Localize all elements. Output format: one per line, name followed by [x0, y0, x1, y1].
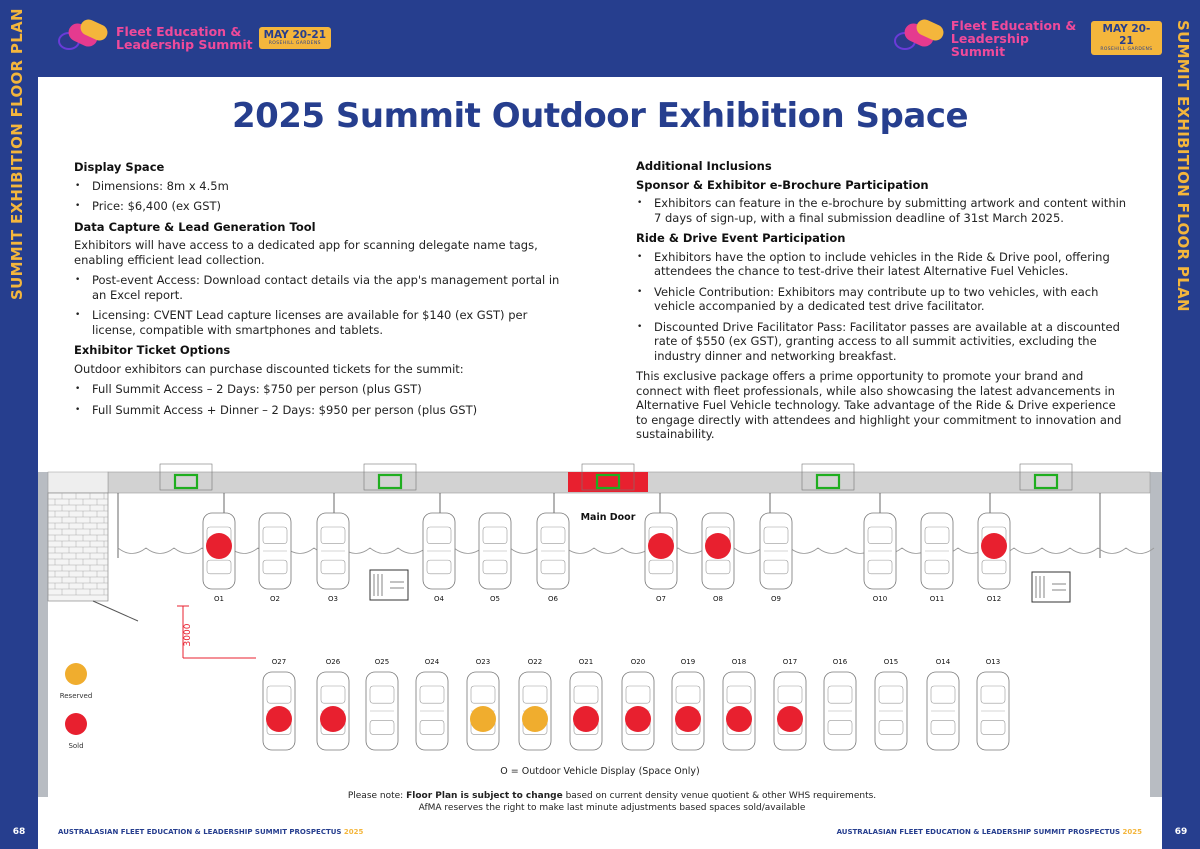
- ticket-options-intro: Outdoor exhibitors can purchase discounted tickets for the summit:: [74, 361, 464, 376]
- floor-plan-note-line2: AfMA reserves the right to make last minute adjustments based spaces sold/available: [418, 803, 806, 813]
- car-outline: [864, 513, 896, 589]
- logo-icon: [58, 20, 112, 56]
- space-label: O21: [578, 658, 594, 666]
- page-number-left: 68: [12, 827, 26, 837]
- list-item: • Vehicle Contribution: Exhibitors may contribute up to two vehicles, with each vehicle accompanied by a dedicated test drive facilitator.: [636, 285, 1128, 314]
- space-label: O1: [214, 595, 224, 603]
- data-capture-intro: Exhibitors will have access to a dedicated app for scanning delegate name tags, enabling efficient lead collection.: [74, 238, 538, 267]
- space-label: O11: [929, 595, 945, 603]
- car-outline: [366, 672, 398, 750]
- space-label: O20: [630, 658, 646, 666]
- car-outline: [416, 672, 448, 750]
- bottom-row-spaces: [263, 658, 1009, 750]
- space-label: O10: [872, 595, 888, 603]
- sold-dot: [675, 706, 701, 732]
- stairs-right: [1032, 572, 1070, 602]
- space-label: O18: [731, 658, 747, 666]
- footer-left: AUSTRALASIAN FLEET EDUCATION & LEADERSHIP SUMMIT PROSPECTUS 2025: [58, 828, 364, 836]
- list-item: • Post-event Access: Download contact details via the app's management portal in an Excel report.: [74, 273, 564, 302]
- legend-reserved-label: Reserved: [59, 692, 93, 700]
- space-label: O12: [986, 595, 1002, 603]
- main-door-label: Main Door: [580, 512, 636, 523]
- logo-text: Fleet Education & Leadership Summit: [950, 17, 1077, 59]
- stairs-left: [370, 570, 408, 600]
- car-outline: [423, 513, 455, 589]
- ticket-options-heading: Exhibitor Ticket Options: [74, 343, 231, 357]
- car-outline: [760, 513, 792, 589]
- floor-plan-note: Please note: Floor Plan is subject to change based on current density venue quotient & other WHS requirements.: [347, 791, 877, 801]
- list-item: • Exhibitors have the option to include vehicles in the Ride & Drive pool, offering attendees the chance to test-drive their latest Alternative Fuel Vehicles.: [636, 250, 1128, 279]
- display-space-heading: Display Space: [74, 160, 165, 174]
- car-outline: [479, 513, 511, 589]
- space-label: O2: [270, 595, 280, 603]
- plan-left-wall: [38, 472, 48, 797]
- right-sidebar: [1162, 0, 1200, 849]
- data-capture-heading: Data Capture & Lead Generation Tool: [74, 219, 316, 234]
- car-outline: [537, 513, 569, 589]
- brochure-heading: Sponsor & Exhibitor e-Brochure Participation: [636, 177, 929, 192]
- floor-plan: [38, 458, 1162, 818]
- space-label: O17: [782, 658, 798, 666]
- legend-note: O = Outdoor Vehicle Display (Space Only): [500, 766, 700, 777]
- space-label: O26: [325, 658, 341, 666]
- car-outline: [317, 513, 349, 589]
- date-badge: MAY 20-21 ROSEHILL GARDENS: [1091, 21, 1162, 55]
- page-number-right: 69: [1174, 827, 1188, 837]
- list-item: • Full Summit Access – 2 Days: $750 per person (plus GST): [74, 382, 564, 397]
- inclusions-heading: Additional Inclusions: [636, 159, 772, 173]
- sold-dot: [320, 706, 346, 732]
- sold-dot: [726, 706, 752, 732]
- space-label: O14: [935, 658, 951, 666]
- car-outline: [824, 672, 856, 750]
- closing-paragraph: This exclusive package offers a prime opportunity to promote your brand and connect with fleet professionals, while also showcasing the latest advancements in Alternative Fuel Vehicle technology. Take advantage of the Ride & Drive experience to engage directly with attendees and highlight your commitment to innovation and sustainability.: [636, 369, 1122, 441]
- sold-dot: [573, 706, 599, 732]
- space-label: O24: [424, 658, 440, 666]
- ride-drive-list: [636, 250, 1128, 364]
- sold-dot: [777, 706, 803, 732]
- brochure-list: [636, 196, 1128, 225]
- left-column: [74, 157, 564, 423]
- building-corner: [48, 472, 108, 493]
- legend-sold-label: Sold: [68, 742, 84, 750]
- summit-logo: [58, 18, 331, 58]
- ride-drive-heading: Ride & Drive Event Participation: [636, 231, 846, 245]
- space-label: O3: [328, 595, 338, 603]
- list-item: • Price: $6,400 (ex GST): [74, 199, 564, 214]
- space-label: O9: [771, 595, 781, 603]
- space-label: O19: [680, 658, 696, 666]
- legend-sold-swatch: [65, 713, 87, 735]
- sold-dot: [266, 706, 292, 732]
- display-space-list: [74, 179, 564, 214]
- space-label: O5: [490, 595, 500, 603]
- sold-dot: [206, 533, 232, 559]
- plan-right-wall: [1150, 472, 1162, 797]
- space-label: O4: [434, 595, 444, 603]
- page-title: 2025 Summit Outdoor Exhibition Space: [231, 96, 969, 136]
- car-outline: [977, 672, 1009, 750]
- brick-wall: [48, 493, 108, 601]
- car-outline: [921, 513, 953, 589]
- sold-dot: [648, 533, 674, 559]
- space-label: O16: [832, 658, 848, 666]
- car-outline: [875, 672, 907, 750]
- footer-right: AUSTRALASIAN FLEET EDUCATION & LEADERSHIP SUMMIT PROSPECTUS 2025: [836, 828, 1142, 836]
- right-column: [636, 156, 1128, 448]
- sold-dot: [981, 533, 1007, 559]
- left-sidebar: [0, 0, 38, 849]
- space-label: O6: [548, 595, 558, 603]
- space-label: O15: [883, 658, 899, 666]
- list-item: • Licensing: CVENT Lead capture licenses are available for $140 (ex GST) per license, compatible with smartphones and tablets.: [74, 308, 564, 337]
- sidebar-label: SUMMIT EXHIBITION FLOOR PLAN: [8, 8, 26, 300]
- sidebar-label: SUMMIT EXHIBITION FLOOR PLAN: [1174, 20, 1192, 312]
- legend-reserved-swatch: [65, 663, 87, 685]
- sold-dot: [625, 706, 651, 732]
- logo-text: Fleet Education & Leadership Summit: [116, 24, 253, 52]
- space-label: O23: [475, 658, 491, 666]
- space-label: O22: [527, 658, 543, 666]
- date-badge: MAY 20-21 ROSEHILL GARDENS: [259, 27, 331, 49]
- reserved-dot: [470, 706, 496, 732]
- summit-logo: [894, 18, 1162, 58]
- reserved-dot: [522, 706, 548, 732]
- ticket-options-list: [74, 382, 564, 417]
- sold-dot: [705, 533, 731, 559]
- list-item: • Dimensions: 8m x 4.5m: [74, 179, 564, 194]
- car-outline: [927, 672, 959, 750]
- list-item: • Exhibitors can feature in the e-brochure by submitting artwork and content within 7 days of sign-up, with a final submission deadline of 31st March 2025.: [636, 196, 1128, 225]
- space-label: O25: [374, 658, 390, 666]
- logo-icon: [894, 20, 947, 56]
- space-label: O7: [656, 595, 666, 603]
- space-label: O8: [713, 595, 723, 603]
- data-capture-list: [74, 273, 564, 337]
- space-label: O13: [985, 658, 1001, 666]
- space-label: O27: [271, 658, 287, 666]
- list-item: • Discounted Drive Facilitator Pass: Facilitator passes are available at a discounted rate of $550 (ex GST), granting access to all summit activities, excluding the industry dinner and networking breakfast.: [636, 320, 1128, 364]
- car-outline: [259, 513, 291, 589]
- dimension-label: 3000: [183, 623, 193, 647]
- list-item: • Full Summit Access + Dinner – 2 Days: $950 per person (plus GST): [74, 403, 564, 418]
- header-bar: [38, 0, 1162, 77]
